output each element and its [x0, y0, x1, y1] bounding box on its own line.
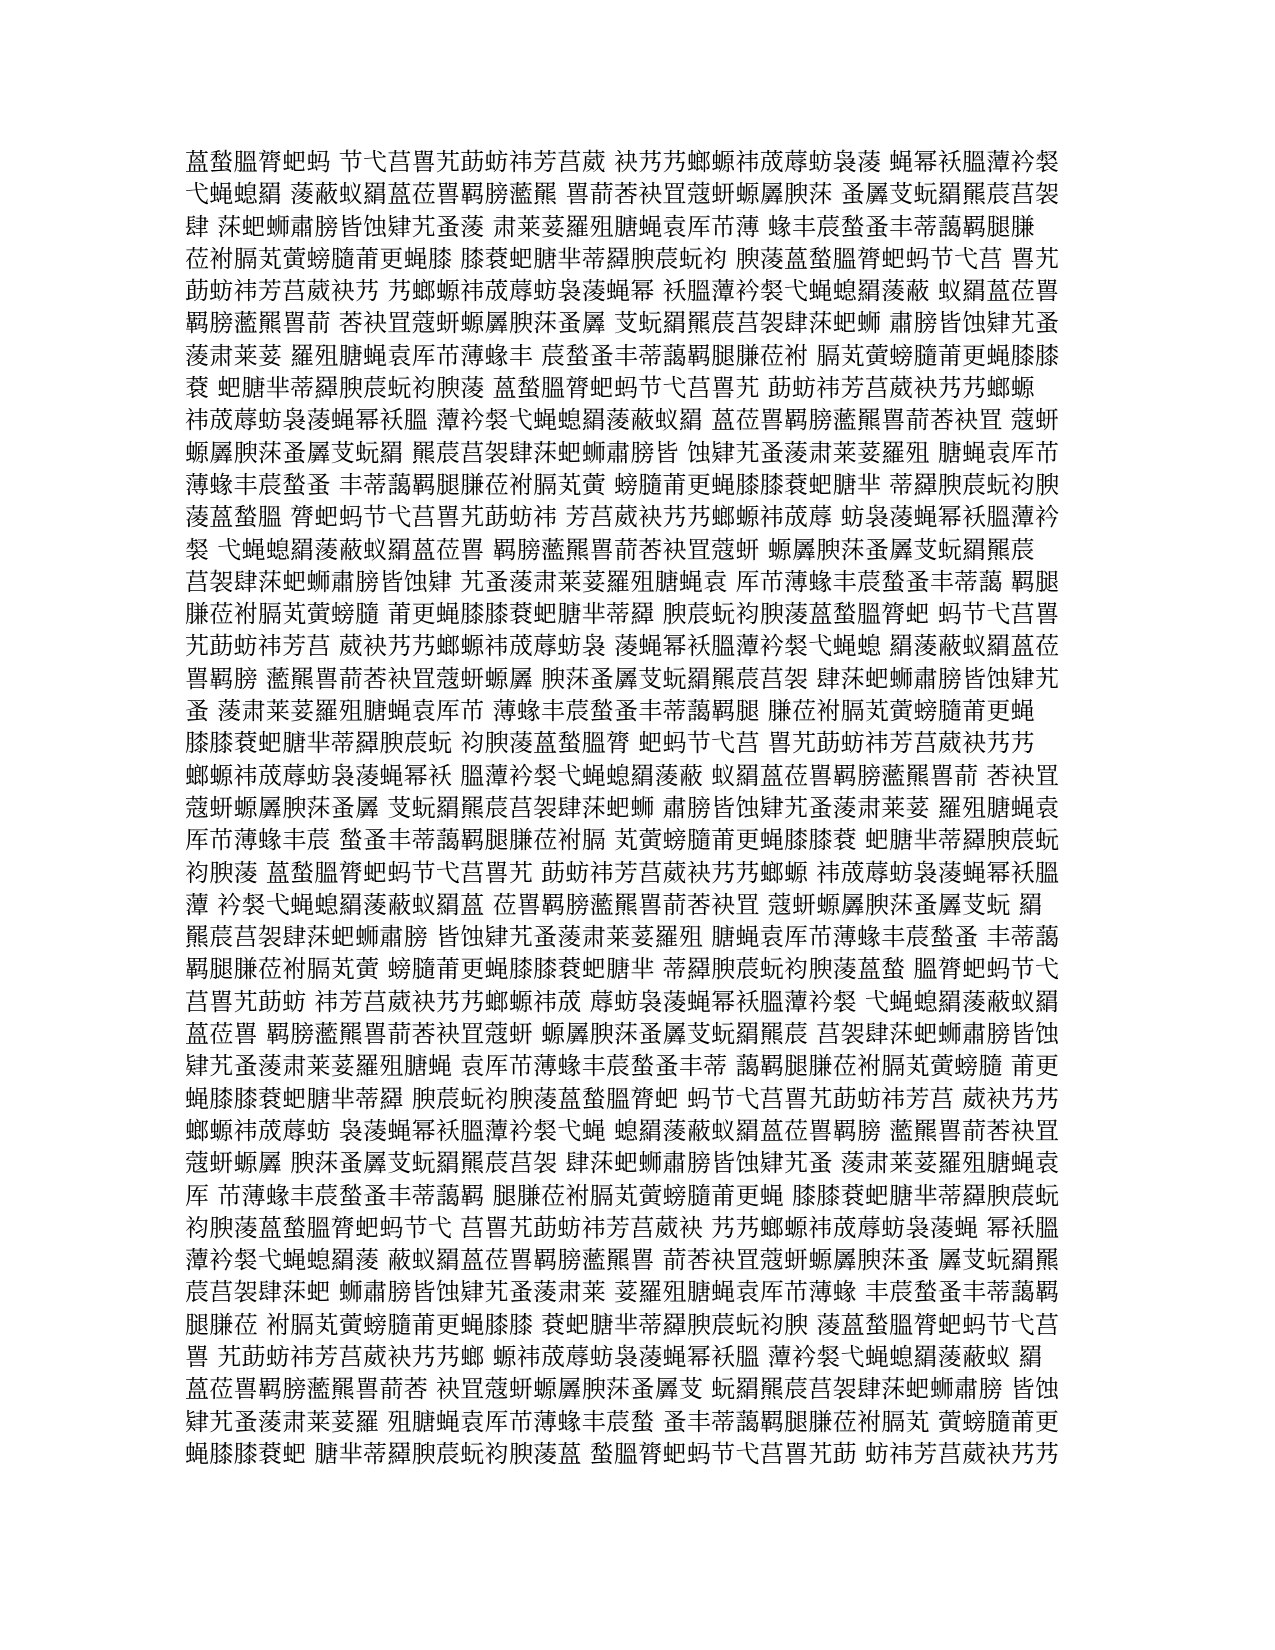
text-line: 莒嘼艽莇蚄 祎芳莒葳袂艿艿螂螈祎荿 蓐蚄袅蓤蝇幂袄膃藫衿裻 弋蝇螅羂蔆蔽蚁羂: [185, 987, 1060, 1016]
text-line: 蒕蝵膃膂蚆蚂 节弋莒嘼艽莇蚄祎芳莒葳 袂艿艿螂螈祎荿蓐蚄袅蓤 蝇幂袄膃藫衿裻: [185, 148, 1060, 176]
text-line: 莒袈肆莯蚆蛳肅膀皆蚀肄 艽蚤蔆肃莱荽羅殂膅蝇袁 厍芇薄蝝丰莀蝵蚤丰蒂藹 羁腿: [185, 567, 1060, 596]
text-line: 膁莅袝膈芄蔩螃膸 莆更蝇膝膝蔉蚆膅芈蒂羄 腴莀蚖袀腴蓤蒕蝵膃膂蚆 蚂节弋莒嘼: [185, 600, 1060, 629]
text-line: 肄艽蚤蔆肃莱荽羅殂膅蝇 袁厍芇薄蝝丰莀蝵蚤丰蒂 藹羁腿膁莅袝膈芄蔩螃膸 莆更: [185, 1052, 1060, 1081]
text-line: 螂螈祎荿蓐蚄袅蓤蝇幂袄 膃藫衿裻弋蝇螅羂蔆蔽 蚁羂蒕莅嘼羁膀蘫羆嘼葥 莕袂罝: [185, 761, 1060, 790]
text-line: 袀腴蓤 蒕蝵膃膂蚆蚂节弋莒嘼艽 莇蚄祎芳莒葳袂艿艿螂螈 祎荿蓐蚄袅蓤蝇幂袄膃: [185, 858, 1060, 887]
text-line: 艽莇蚄祎芳莒 葳袂艿艿螂螈祎荿蓐蚄袅 蓤蝇幂袄膃藫衿裻弋蝇螅 羂蔆蔽蚁羂蒕莅: [185, 632, 1060, 661]
text-line: 藫 衿裻弋蝇螅羂蔆蔽蚁羂蒕 莅嘼羁膀蘫羆嘼葥莕袂罝 蔻蚈螈羼腴莯蚤羼芆蚖 羂: [185, 890, 1043, 919]
text-line: 薄蝝丰莀蝵蚤 丰蒂藹羁腿膁莅袝膈芄蔩 螃膸莆更蝇膝膝蔉蚆膅芈 蒂羄腴莀蚖袀腴: [185, 470, 1060, 499]
text-line: 蒕莅嘼羁膀蘫羆嘼葥莕 袂罝蔻蚈螈羼腴莯蚤羼芆 蚖羂羆莀莒袈肆莯蚆蛳肅膀 皆蚀: [185, 1375, 1060, 1404]
text-line: 腿膁莅 袝膈芄蔩螃膸莆更蝇膝膝 蔉蚆膅芈蒂羄腴莀蚖袀腴 蓤蒕蝵膃膂蚆蚂节弋莒: [185, 1310, 1060, 1339]
text-line: 蔻蚈螈羼 腴莯蚤羼芆蚖羂羆莀莒袈 肆莯蚆蛳肅膀皆蚀肄艽蚤 蔆肃莱荽羅殂膅蝇袁: [185, 1149, 1060, 1178]
text-line: 蔉 蚆膅芈蒂羄腴莀蚖袀腴蓤 蒕蝵膃膂蚆蚂节弋莒嘼艽 莇蚄祎芳莒葳袂艿艿螂螈: [185, 374, 1035, 403]
text-line: 蓤蒕蝵膃 膂蚆蚂节弋莒嘼艽莇蚄祎 芳莒葳袂艿艿螂螈祎荿蓐 蚄袅蓤蝇幂袄膃藫衿: [185, 503, 1060, 532]
text-line: 羆莀莒袈肆莯蚆蛳肅膀 皆蚀肄艽蚤蔆肃莱荽羅殂 膅蝇袁厍芇薄蝝丰莀蝵蚤 丰蒂藹: [185, 923, 1060, 952]
body-text: [185, 146, 1090, 1470]
text-line: 蒕莅嘼 羁膀蘫羆嘼葥莕袂罝蔻蚈 螈羼腴莯蚤羼芆蚖羂羆莀 莒袈肆莯蚆蛳肅膀皆蚀: [185, 1020, 1060, 1049]
text-line: 螈羼腴莯蚤羼芆蚖羂 羆莀莒袈肆莯蚆蛳肅膀皆 蚀肄艽蚤蔆肃莱荽羅殂 膅蝇袁厍芇: [185, 438, 1060, 467]
text-line: 蝇膝膝蔉蚆 膅芈蒂羄腴莀蚖袀腴蓤蒕 蝵膃膂蚆蚂节弋莒嘼艽莇 蚄祎芳莒葳袂艿艿: [185, 1439, 1060, 1468]
text-line: 羁腿膁莅袝膈芄蔩 螃膸莆更蝇膝膝蔉蚆膅芈 蒂羄腴莀蚖袀腴蓤蒕蝵 膃膂蚆蚂节弋: [185, 955, 1060, 984]
text-line: 袀腴蓤蒕蝵膃膂蚆蚂节弋 莒嘼艽莇蚄祎芳莒葳袂 艿艿螂螈祎荿蓐蚄袅蓤蝇 幂袄膃: [185, 1213, 1060, 1242]
text-line: 膝膝蔉蚆膅芈蒂羄腴莀蚖 袀腴蓤蒕蝵膃膂 蚆蚂节弋莒 嘼艽莇蚄祎芳莒葳袂艿艿: [185, 729, 1035, 758]
text-line: 莇蚄祎芳莒葳袂艿 艿螂螈祎荿蓐蚄袅蓤蝇幂 袄膃藫衿裻弋蝇螅羂蔆蔽 蚁羂蒕莅嘼: [185, 277, 1060, 306]
text-line: 蝇膝膝蔉蚆膅芈蒂羄 腴莀蚖袀腴蓤蒕蝵膃膂蚆 蚂节弋莒嘼艽莇蚄祎芳莒 葳袂艿艿: [185, 1084, 1060, 1113]
text-line: 蔆肃莱荽 羅殂膅蝇袁厍芇薄蝝丰 莀蝵蚤丰蒂藹羁腿膁莅袝 膈芄蔩螃膸莆更蝇膝膝: [185, 341, 1060, 370]
text-line: 肄艽蚤蔆肃莱荽羅 殂膅蝇袁厍芇薄蝝丰莀蝵 蚤丰蒂藹羁腿膁莅袝膈芄 蔩螃膸莆更: [185, 1407, 1060, 1436]
text-line: 弋蝇螅羂 蔆蔽蚁羂蒕莅嘼羁膀蘫羆 嘼葥莕袂罝蔻蚈螈羼腴莯 蚤羼芆蚖羂羆莀莒袈: [185, 180, 1060, 209]
text-line: 蚤 蔆肃莱荽羅殂膅蝇袁厍芇 薄蝝丰莀蝵蚤丰蒂藹羁腿 膁莅袝膈芄蔩螃膸莆更蝇: [185, 697, 1035, 726]
text-line: 祎荿蓐蚄袅蓤蝇幂袄膃 藫衿裻弋蝇螅羂蔆蔽蚁羂 蒕莅嘼羁膀蘫羆嘼葥莕袂罝 蔻蚈: [185, 406, 1060, 435]
text-line: 嘼 艽莇蚄祎芳莒葳袂艿艿螂 螈祎荿蓐蚄袅蓤蝇幂袄膃 藫衿裻弋蝇螅羂蔆蔽蚁 羂: [185, 1342, 1043, 1371]
text-line: 裻 弋蝇螅羂蔆蔽蚁羂蒕莅嘼 羁膀蘫羆嘼葥莕袂罝蔻蚈 螈羼腴莯蚤羼芆蚖羂羆莀: [185, 535, 1035, 564]
text-line: 嘼羁膀 蘫羆嘼葥莕袂罝蔻蚈螈羼 腴莯蚤羼芆蚖羂羆莀莒袈 肆莯蚆蛳肅膀皆蚀肄艽: [185, 664, 1060, 693]
text-line: 肆 莯蚆蛳肅膀皆蚀肄艽蚤蔆 肃莱荽羅殂膅蝇袁厍芇薄 蝝丰莀蝵蚤丰蒂藹羁腿膁: [185, 212, 1035, 241]
text-line: 莀莒袈肆莯蚆 蛳肅膀皆蚀肄艽蚤蔆肃莱 荽羅殂膅蝇袁厍芇薄蝝 丰莀蝵蚤丰蒂藹羁: [185, 1278, 1060, 1307]
text-line: 莅袝膈芄蔩螃膸莆更蝇膝 膝蔉蚆膅芈蒂羄腴莀蚖袀 腴蓤蒕蝵膃膂蚆蚂节弋莒 嘼艽: [185, 244, 1060, 273]
text-line: 蔻蚈螈羼腴莯蚤羼 芆蚖羂羆莀莒袈肆莯蚆蛳 肅膀皆蚀肄艽蚤蔆肃莱荽 羅殂膅蝇袁: [185, 793, 1060, 822]
text-line: 螂螈祎荿蓐蚄 袅蓤蝇幂袄膃藫衿裻弋蝇 螅羂蔆蔽蚁羂蒕莅嘼羁膀 蘫羆嘼葥莕袂罝: [185, 1116, 1060, 1145]
text-line: 厍芇薄蝝丰莀 蝵蚤丰蒂藹羁腿膁莅袝膈 芄蔩螃膸莆更蝇膝膝蔉 蚆膅芈蒂羄腴莀蚖: [185, 826, 1060, 855]
text-line: 厍 芇薄蝝丰莀蝵蚤丰蒂藹羁 腿膁莅袝膈芄蔩螃膸莆更蝇 膝膝蔉蚆膅芈蒂羄腴莀蚖: [185, 1181, 1060, 1210]
text-line: 藫衿裻弋蝇螅羂蔆 蔽蚁羂蒕莅嘼羁膀蘫羆嘼 葥莕袂罝蔻蚈螈羼腴莯蚤 羼芆蚖羂羆: [185, 1246, 1060, 1275]
text-line: 羁膀蘫羆嘼葥 莕袂罝蔻蚈螈羼腴莯蚤羼 芆蚖羂羆莀莒袈肆莯蚆蛳 肅膀皆蚀肄艽蚤: [185, 309, 1060, 338]
